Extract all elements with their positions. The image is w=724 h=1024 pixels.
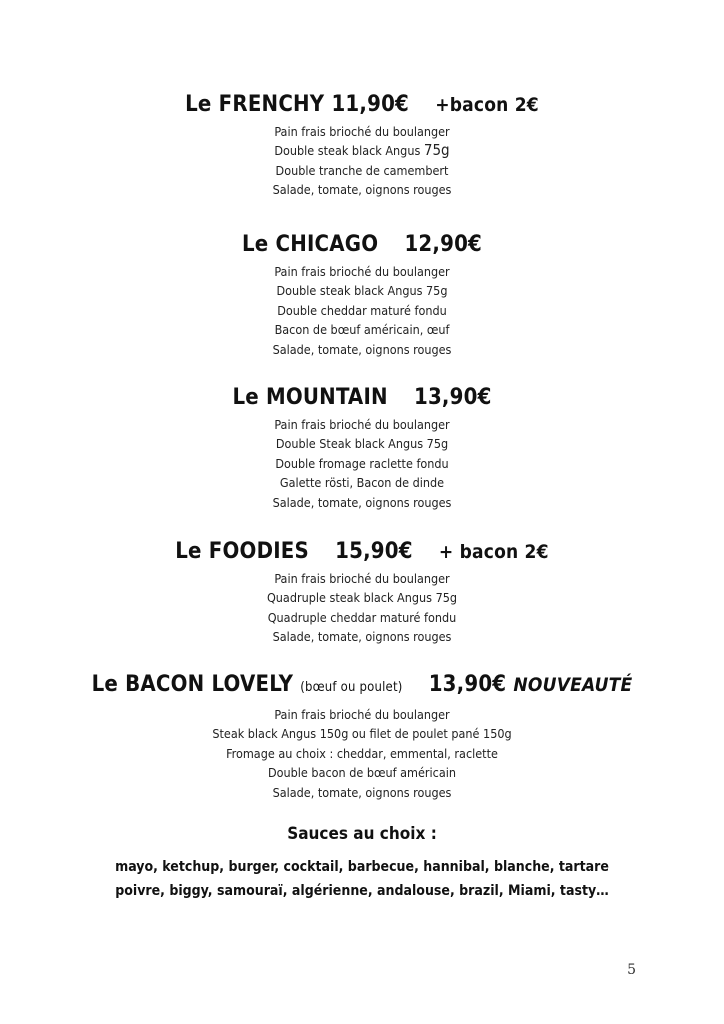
sauces-line: mayo, ketchup, burger, cocktail, barbecue, hannibal, blanche, tartare xyxy=(115,859,609,875)
item-extra: + bacon 2€ xyxy=(438,541,549,563)
ingredient-line: Double bacon de bœuf américain xyxy=(268,765,456,781)
item-description xyxy=(0,415,724,512)
item-description xyxy=(0,569,724,647)
menu-item-frenchy xyxy=(0,92,724,200)
sauces-list xyxy=(0,855,724,903)
ingredient-line: Steak black Angus 150g ou filet de poulet pané 150g xyxy=(212,726,512,742)
item-name: CHICAGO xyxy=(275,232,379,257)
ingredient-line: Pain frais brioché du boulanger xyxy=(274,264,450,279)
ingredient-line: Double steak black Angus 75g xyxy=(276,283,448,299)
item-description xyxy=(0,122,724,200)
item-name: BACON LOVELY xyxy=(125,672,294,697)
item-prefix: Le xyxy=(175,539,202,564)
item-prefix: Le xyxy=(241,232,269,257)
ingredient-text: Double steak black Angus xyxy=(274,143,421,159)
ingredient-line: Quadruple cheddar maturé fondu xyxy=(267,609,457,625)
ingredient-line: Galette rösti, Bacon de dinde xyxy=(279,475,445,491)
ingredient-line: Double Steak black Angus 75g xyxy=(275,436,449,452)
menu-item-bacon-lovely xyxy=(0,672,724,802)
item-extra: +bacon 2€ xyxy=(435,94,539,116)
item-price: 13,90€ xyxy=(428,672,507,697)
page-number: 5 xyxy=(627,962,636,978)
item-prefix: Le xyxy=(91,672,119,697)
item-prefix: Le xyxy=(232,385,259,410)
item-name: FRENCHY xyxy=(218,92,325,117)
ingredient-line: Double fromage raclette fondu xyxy=(275,455,449,471)
ingredient-weight: 75g xyxy=(423,141,450,160)
item-prefix: Le xyxy=(185,92,212,117)
item-title xyxy=(0,385,724,411)
ingredient-line xyxy=(0,141,724,160)
ingredient-line: Fromage au choix : cheddar, emmental, raclette xyxy=(226,745,498,761)
menu-item-mountain xyxy=(0,385,724,512)
item-price: 11,90€ xyxy=(331,92,410,117)
ingredient-line: Bacon de bœuf américain, œuf xyxy=(274,322,450,338)
item-title xyxy=(0,672,724,701)
item-name: MOUNTAIN xyxy=(265,385,388,410)
ingredient-line: Salade, tomate, oignons rouges xyxy=(272,784,452,800)
item-title xyxy=(0,92,724,118)
item-description xyxy=(0,262,724,359)
ingredient-line: Pain frais brioché du boulanger xyxy=(274,124,450,139)
item-price: 12,90€ xyxy=(404,232,483,257)
sauces-line: poivre, biggy, samouraï, algérienne, andalouse, brazil, Miami, tasty… xyxy=(115,883,609,899)
ingredient-line: Salade, tomate, oignons rouges xyxy=(272,341,452,357)
item-price: 13,90€ xyxy=(413,385,492,410)
ingredient-line: Quadruple steak black Angus 75g xyxy=(266,590,458,606)
ingredient-line: Double cheddar maturé fondu xyxy=(277,302,447,318)
new-badge: NOUVEAUTÉ xyxy=(513,674,633,696)
item-price: 15,90€ xyxy=(335,539,413,564)
ingredient-line: Pain frais brioché du boulanger xyxy=(274,707,450,722)
menu-item-chicago xyxy=(0,232,724,359)
ingredient-line: Pain frais brioché du boulanger xyxy=(274,417,450,432)
ingredient-line: Double tranche de camembert xyxy=(275,162,449,178)
ingredient-line: Salade, tomate, oignons rouges xyxy=(272,494,452,510)
item-name: FOODIES xyxy=(208,539,309,564)
item-title xyxy=(0,539,724,565)
ingredient-line: Salade, tomate, oignons rouges xyxy=(272,182,452,198)
item-description xyxy=(0,705,724,802)
ingredient-line: Salade, tomate, oignons rouges xyxy=(272,629,452,645)
ingredient-line: Pain frais brioché du boulanger xyxy=(274,571,450,586)
item-option: (bœuf ou poulet) xyxy=(300,680,403,695)
sauces-heading: Sauces au choix : xyxy=(287,824,437,844)
menu-item-foodies xyxy=(0,539,724,647)
item-title xyxy=(0,232,724,258)
